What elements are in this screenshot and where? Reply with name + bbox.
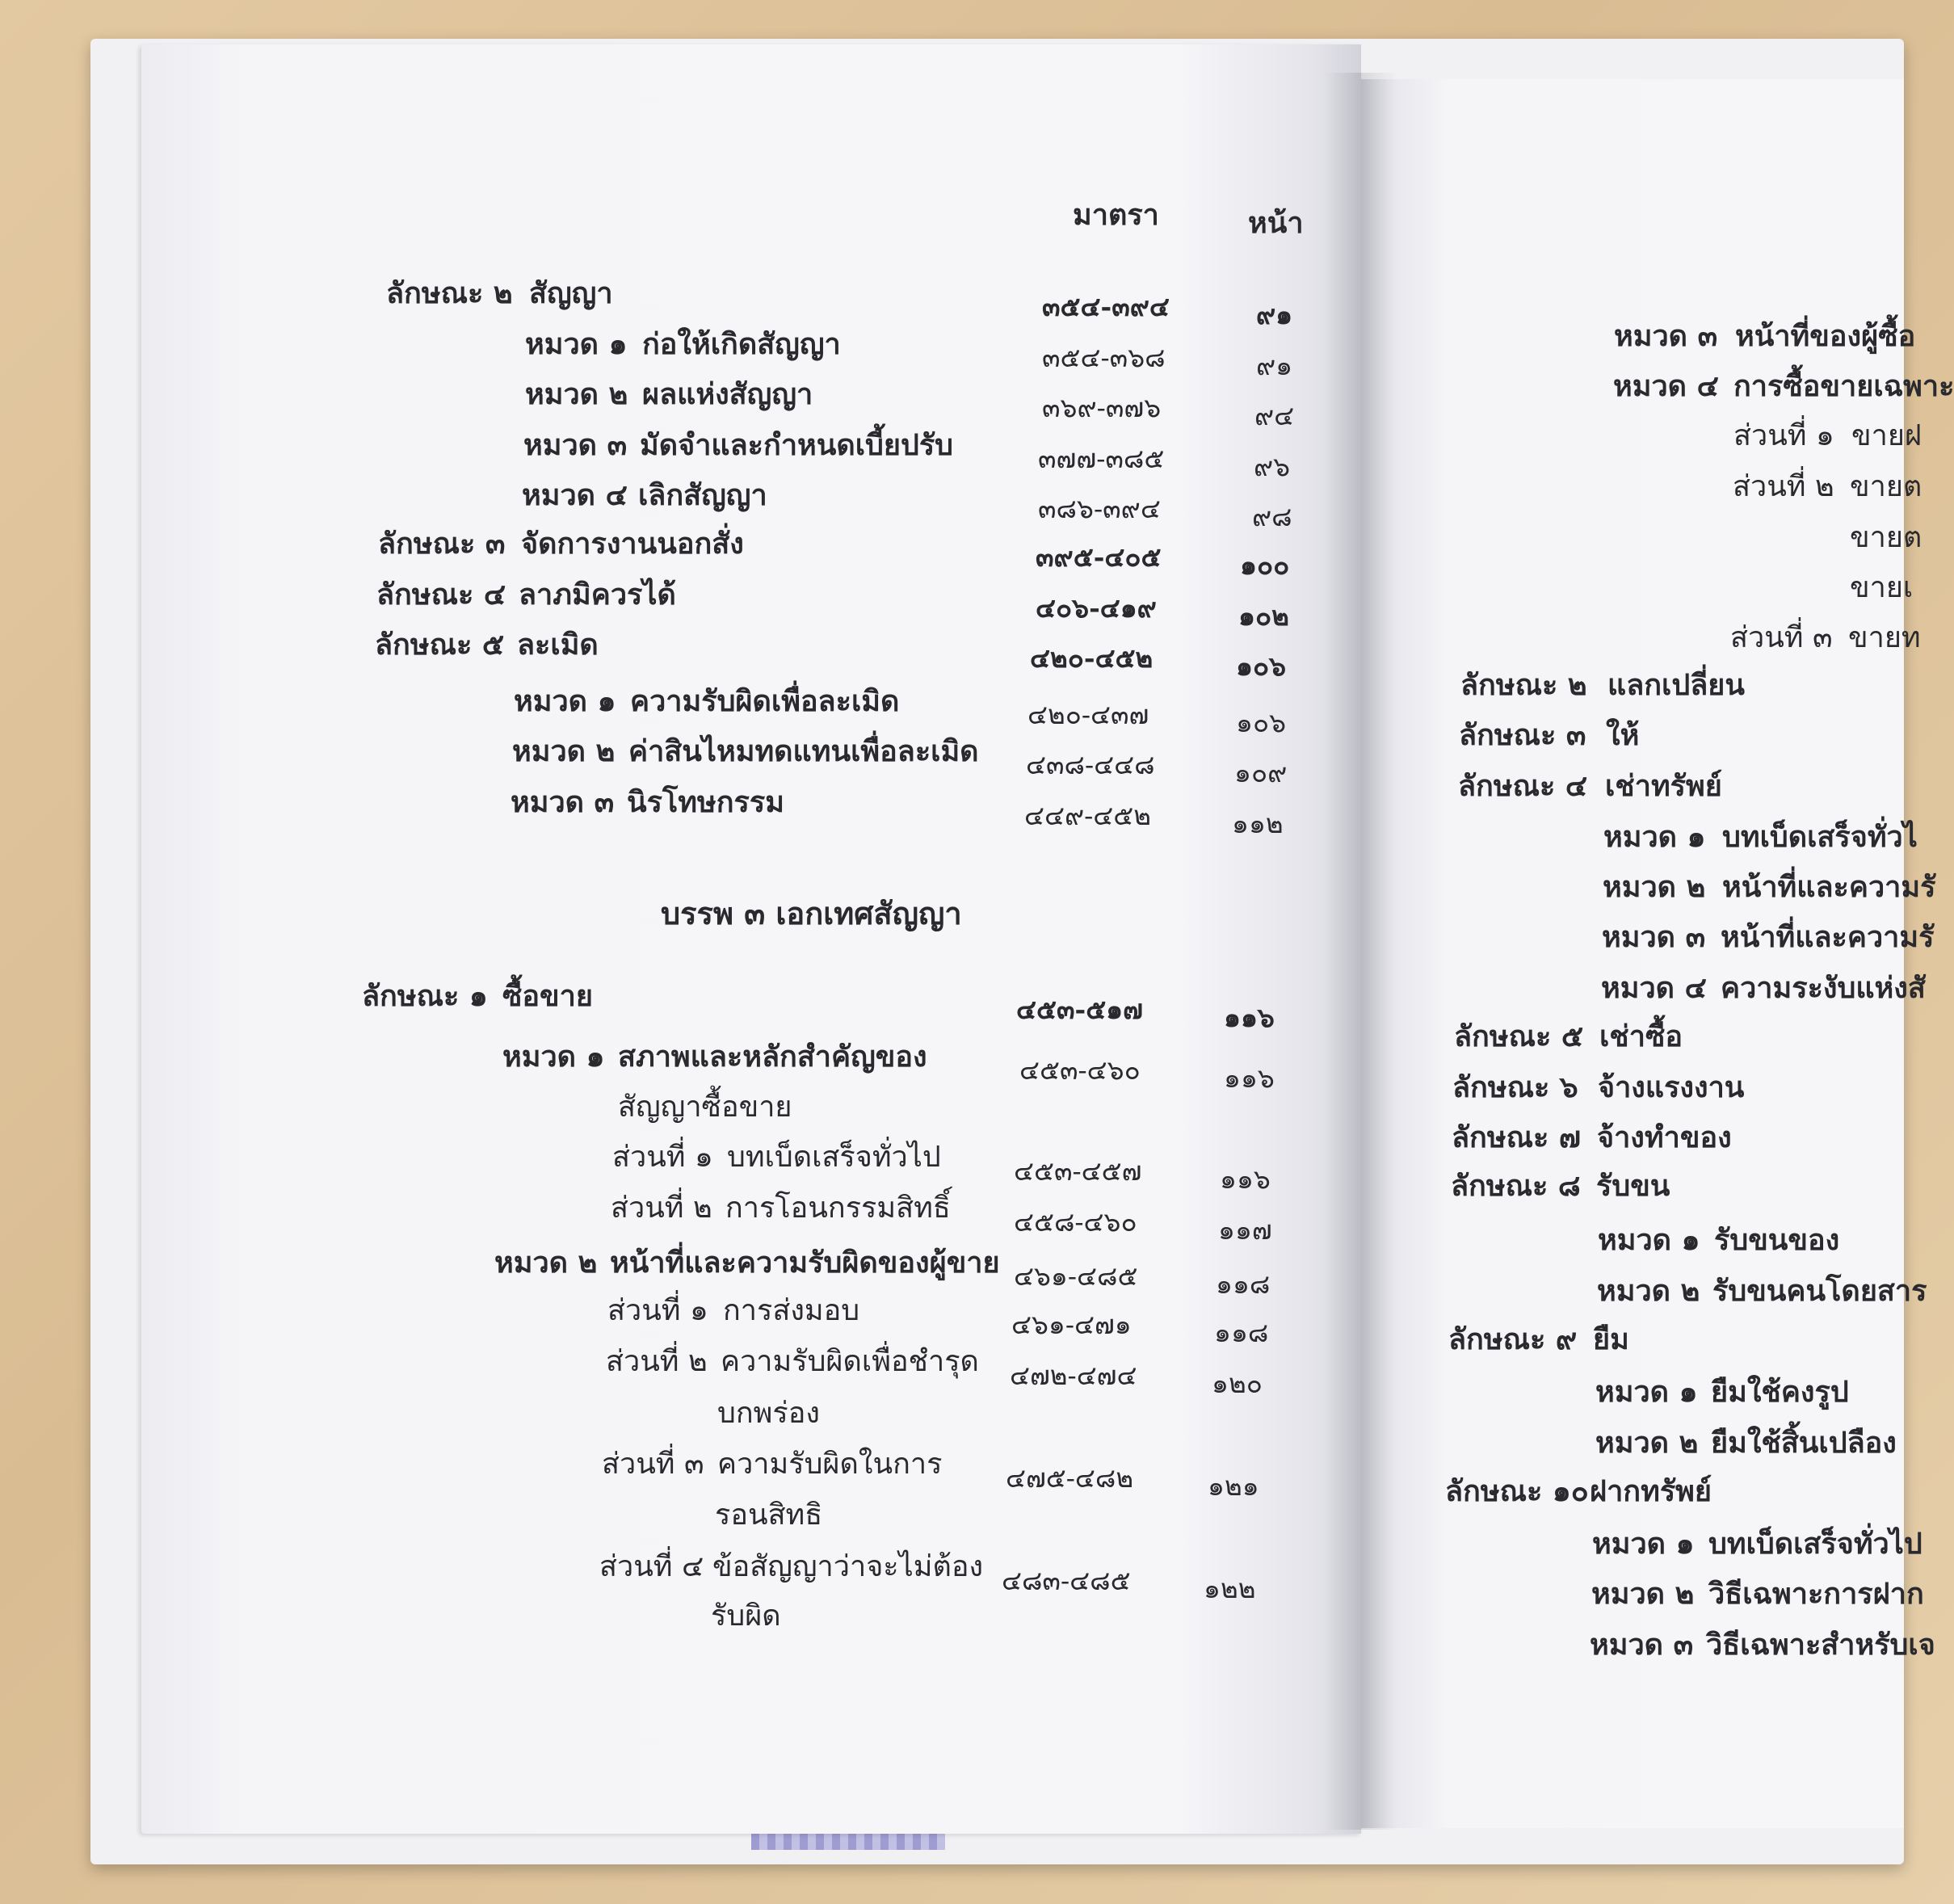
toc-article-range: ๓๖๙-๓๗๖ (1042, 392, 1162, 423)
toc-label-prefix: ลักษณะ ๗ (1452, 1120, 1581, 1154)
toc-entry-title: หน้าที่และความรับผิดของผู้ขาย (610, 1246, 1000, 1280)
toc-page-number: ๙๔ (1254, 400, 1295, 431)
toc-page-number: ๙๘ (1252, 501, 1292, 532)
toc-entry-title-cont: รอนสิทธิ (715, 1498, 823, 1532)
toc-entry-title: ความระงับแห่งสั (1721, 971, 1926, 1005)
toc-article-range: ๓๘๖-๓๙๔ (1038, 493, 1161, 524)
toc-entry-title: ความรับผิดในการ (717, 1448, 943, 1481)
toc-label-prefix: หมวด ๓ (511, 785, 615, 819)
toc-article-range: ๔๕๓-๕๑๗ (1016, 994, 1143, 1025)
toc-entry-title: ความรับผิดเพื่อชำรุด (721, 1345, 979, 1378)
toc-label-prefix: หมวด ๒ (1597, 1274, 1700, 1308)
header-article: มาตรา (1073, 198, 1159, 232)
toc-label-prefix: หมวด ๑ (1598, 1223, 1700, 1257)
toc-entry-title: ผลแห่งสัญญา (642, 377, 813, 411)
toc-article-range: ๔๓๘-๔๔๘ (1026, 749, 1155, 780)
toc-page-number: ๑๒๒ (1204, 1573, 1256, 1604)
toc-page-number: ๑๑๘ (1216, 1268, 1271, 1300)
toc-article-range: ๔๔๙-๔๕๒ (1024, 800, 1151, 831)
toc-label-prefix: ส่วนที่ ๑ (607, 1294, 708, 1327)
toc-entry-title: การส่งมอบ (723, 1294, 860, 1327)
toc-label-prefix: ลักษณะ ๓ (378, 527, 506, 561)
toc-entry-title: ให้ (1606, 718, 1640, 752)
toc-entry-title: ฝากทรัพย์ (1590, 1474, 1712, 1508)
toc-entry-title: เช่าซื้อ (1599, 1019, 1683, 1053)
toc-entry-title: มัดจำและกำหนดเบี้ยปรับ (640, 428, 954, 462)
toc-label-prefix: ลักษณะ ๙ (1448, 1322, 1578, 1356)
toc-page-number: ๑๑๗ (1218, 1214, 1272, 1246)
toc-page-number: ๑๒๑ (1208, 1470, 1259, 1502)
toc-entry-title: ยืม (1593, 1322, 1629, 1356)
toc-article-range: ๓๙๕-๔๐๕ (1036, 541, 1162, 573)
toc-label-prefix: ลักษณะ ๖ (1452, 1070, 1578, 1104)
toc-label-prefix: ส่วนที่ ๑ (1733, 419, 1834, 452)
toc-entry-title: จ้างแรงงาน (1598, 1070, 1745, 1104)
toc-entry-title: ขายท (1848, 621, 1921, 654)
toc-page-number: ๑๑๖ (1224, 1062, 1275, 1094)
toc-article-range: ๔๕๘-๔๖๐ (1014, 1206, 1137, 1238)
toc-label-prefix: หมวด ๑ (525, 327, 628, 361)
toc-entry-title: แลกเปลี่ยน (1607, 668, 1745, 702)
toc-article-range: ๔๗๕-๔๘๒ (1006, 1462, 1134, 1494)
toc-page-number: ๙๑ (1256, 299, 1293, 330)
toc-article-range: ๔๗๒-๔๗๔ (1010, 1360, 1137, 1391)
toc-entry-title: หน้าที่และความรั (1721, 920, 1935, 954)
toc-label-prefix: ส่วนที่ ๒ (606, 1345, 708, 1378)
toc-label-prefix: หมวด ๒ (1595, 1426, 1699, 1460)
toc-article-range: ๔๐๖-๔๑๙ (1036, 592, 1157, 624)
toc-label-prefix: หมวด ๒ (1591, 1577, 1695, 1611)
toc-page-number: ๑๐๐ (1240, 549, 1290, 581)
toc-entry-title: รับขนของ (1714, 1223, 1840, 1257)
toc-label-prefix: ลักษณะ ๕ (375, 628, 505, 662)
toc-article-range: ๔๒๐-๔๓๗ (1027, 699, 1149, 730)
toc-entry-title: เลิกสัญญา (638, 478, 767, 512)
toc-page-number: ๑๑๖ (1224, 1002, 1275, 1033)
toc-label-prefix: หมวด ๔ (1601, 971, 1707, 1005)
toc-entry-title: รับขนคนโดยสาร (1712, 1274, 1927, 1308)
toc-article-range: ๓๕๔-๓๖๘ (1042, 342, 1166, 373)
toc-entry-title: หน้าที่และความรั (1722, 870, 1936, 904)
toc-label-prefix: หมวด ๑ (1595, 1375, 1698, 1409)
toc-label-prefix: ลักษณะ ๔ (376, 578, 506, 612)
toc-entry-title: วิธีเฉพาะการฝาก (1708, 1577, 1924, 1611)
toc-page-number: ๙๖ (1254, 451, 1291, 482)
toc-label-prefix: หมวด ๒ (525, 377, 628, 411)
toc-label-prefix: หมวด ๒ (1603, 870, 1706, 904)
toc-page-number: ๑๐๙ (1234, 757, 1288, 788)
toc-page-number: ๑๒๐ (1212, 1368, 1263, 1399)
toc-entry-title: นิรโทษกรรม (627, 785, 784, 819)
toc-label-prefix: ลักษณะ ๔ (1458, 769, 1588, 803)
toc-entry-title: ยืมใช้สิ้นเปลือง (1711, 1426, 1897, 1460)
toc-label-prefix: ลักษณะ ๓ (1459, 718, 1586, 752)
part-title: บรรพ ๓ เอกเทศสัญญา (661, 895, 962, 931)
toc-article-range: ๔๒๐-๔๕๒ (1030, 642, 1153, 674)
toc-article-range: ๔๘๓-๔๘๕ (1002, 1565, 1131, 1596)
toc-article-range: ๔๖๑-๔๘๕ (1014, 1260, 1138, 1292)
toc-label-prefix: หมวด ๑ (1603, 820, 1706, 854)
toc-entry-title: บทเบ็ดเสร็จทั่วไ (1722, 820, 1918, 854)
toc-label-prefix: ส่วนที่ ๔ (599, 1550, 704, 1583)
toc-entry-title: ซื้อขาย (502, 979, 593, 1013)
toc-label-prefix: หมวด ๔ (522, 478, 628, 512)
toc-page-number: ๑๑๖ (1220, 1163, 1271, 1195)
toc-entry-title-cont: บกพร่อง (717, 1397, 820, 1430)
toc-entry-title: วิธีเฉพาะสำหรับเจ (1706, 1628, 1935, 1662)
toc-label-prefix: ลักษณะ ๑๐ (1445, 1474, 1589, 1508)
toc-entry-title: ข้อสัญญาว่าจะไม่ต้อง (712, 1550, 984, 1583)
toc-entry-title: จ้างทำของ (1597, 1120, 1732, 1154)
toc-entry-title: รับขน (1596, 1169, 1670, 1203)
toc-entry-title: ยืมใช้คงรูป (1711, 1375, 1849, 1409)
toc-entry-title: การซื้อขายเฉพาะ (1733, 369, 1954, 403)
toc-entry-title: บทเบ็ดเสร็จทั่วไป (1708, 1527, 1922, 1561)
toc-label-prefix: หมวด ๒ (494, 1246, 598, 1280)
toc-article-range: ๓๕๔-๓๙๔ (1042, 291, 1170, 322)
toc-article-range: ๔๕๓-๔๖๐ (1019, 1054, 1141, 1086)
toc-label-prefix: หมวด ๑ (514, 684, 616, 718)
toc-label-prefix: ส่วนที่ ๓ (602, 1448, 704, 1481)
header-page: หน้า (1248, 206, 1304, 240)
toc-entry-title: ขายฝ (1851, 419, 1922, 452)
toc-entry-title: ความรับผิดเพื่อละเมิด (630, 684, 900, 718)
toc-entry-title: ก่อให้เกิดสัญญา (642, 327, 841, 361)
toc-page-number: ๑๐๖ (1236, 707, 1287, 738)
toc-label-prefix: หมวด ๒ (512, 734, 616, 768)
toc-entry-title: เช่าทรัพย์ (1605, 769, 1722, 803)
toc-label-prefix: หมวด ๓ (1614, 319, 1718, 353)
toc-label-prefix: หมวด ๑ (1592, 1527, 1695, 1561)
toc-label-prefix: ลักษณะ ๒ (1460, 668, 1587, 702)
toc-entry-title: ลาภมิควรได้ (519, 578, 676, 612)
toc-article-range: ๓๗๗-๓๘๕ (1038, 443, 1165, 474)
toc-label-prefix: หมวด ๓ (1590, 1628, 1694, 1662)
toc-label-prefix: ลักษณะ ๑ (362, 979, 488, 1013)
toc-entry-title: หน้าที่ของผู้ซื้อ (1735, 319, 1916, 353)
toc-label-prefix: หมวด ๑ (502, 1040, 605, 1074)
toc-label-prefix: ส่วนที่ ๒ (1733, 470, 1834, 503)
toc-entry-title: สภาพและหลักสำคัญของ (618, 1040, 927, 1074)
toc-label-prefix: ลักษณะ ๒ (386, 276, 513, 310)
toc-label-prefix: ส่วนที่ ๑ (612, 1141, 713, 1174)
toc-entry-title: จัดการงานนอกสั่ง (521, 527, 744, 561)
toc-page-number: ๑๑๒ (1232, 808, 1284, 839)
toc-label-prefix: ลักษณะ ๘ (1451, 1169, 1581, 1203)
toc-entry-title: ค่าสินไหมทดแทนเพื่อละเมิด (628, 734, 979, 768)
toc-label-prefix: หมวด ๓ (1602, 920, 1706, 954)
toc-label-prefix: ส่วนที่ ๒ (611, 1192, 712, 1225)
toc-entry-title: ละเมิด (517, 628, 599, 662)
toc-page-number: ๙๑ (1256, 350, 1293, 381)
toc-entry-title-cont: สัญญาซื้อขาย (618, 1091, 792, 1124)
toc-label-prefix: หมวด ๔ (1613, 369, 1719, 403)
toc-page-number: ๑๐๖ (1236, 650, 1287, 682)
toc-entry-title: บทเบ็ดเสร็จทั่วไป (727, 1141, 941, 1174)
toc-label-prefix: หมวด ๓ (523, 428, 628, 462)
toc-entry-title: สัญญา (529, 276, 613, 310)
toc-entry-title: ขายเ (1850, 571, 1914, 604)
toc-entry-title: การโอนกรรมสิทธิ์ (725, 1192, 951, 1225)
toc-entry-title: ขายต (1850, 470, 1922, 503)
toc-label-prefix: ลักษณะ ๕ (1454, 1019, 1584, 1053)
toc-article-range: ๔๕๓-๔๕๗ (1014, 1155, 1142, 1187)
toc-page-number: ๑๐๒ (1238, 600, 1289, 632)
toc-label-prefix: ส่วนที่ ๓ (1730, 621, 1833, 654)
toc-page-number: ๑๑๘ (1214, 1317, 1269, 1348)
toc-entry-title-cont: รับผิด (711, 1599, 781, 1633)
toc-entry-title: ขายต (1850, 521, 1922, 554)
toc-article-range: ๔๖๑-๔๗๑ (1011, 1309, 1132, 1340)
book-spine (1325, 73, 1397, 1830)
